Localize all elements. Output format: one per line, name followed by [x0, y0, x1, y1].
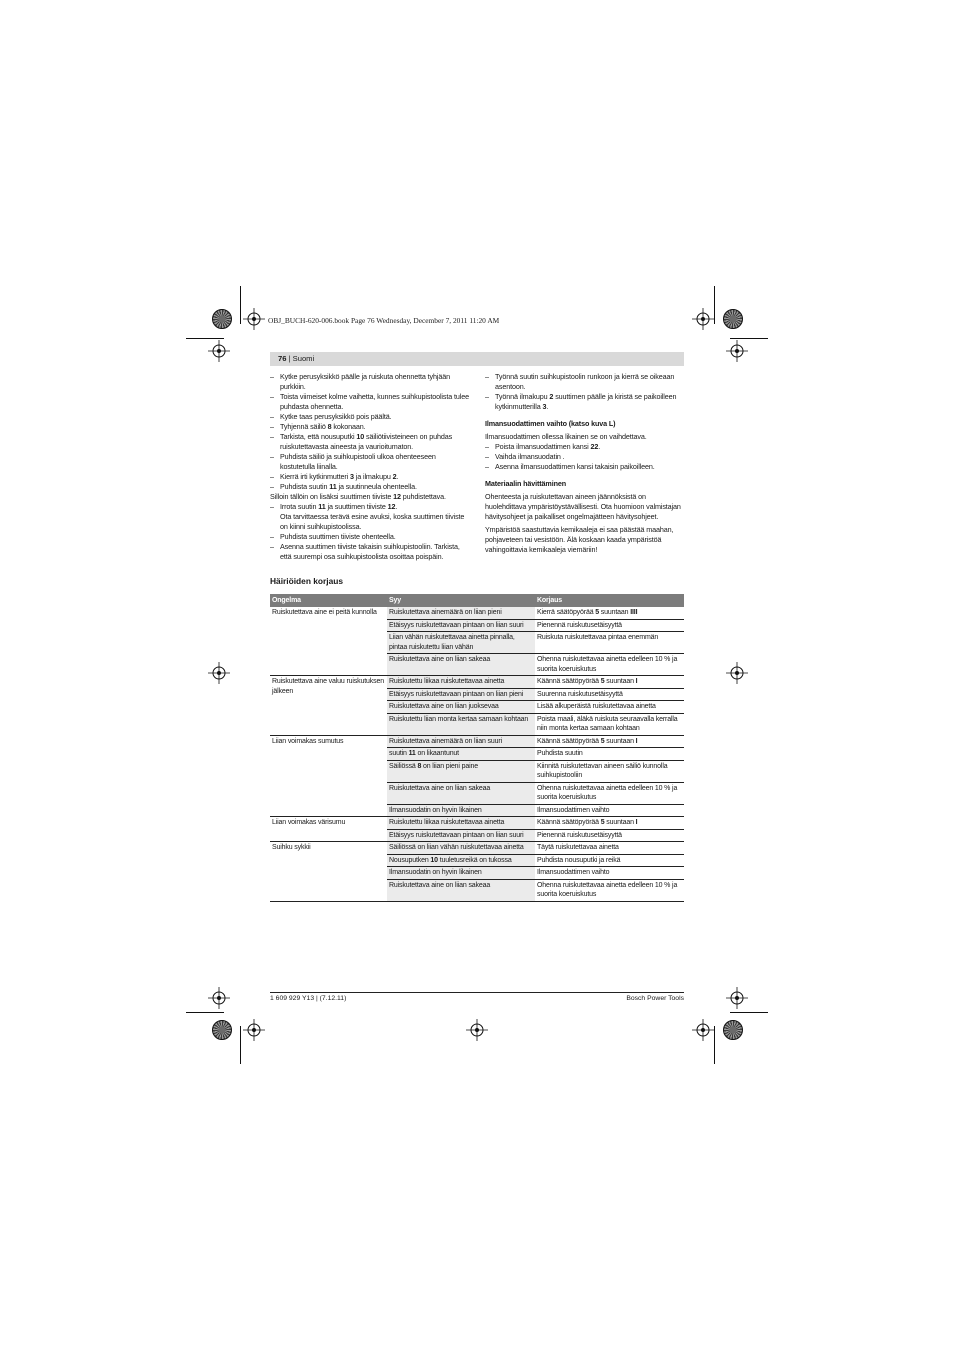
list-item: – Puhdista suuttimen tiiviste ohenteella. [270, 532, 469, 542]
table-row [270, 735, 684, 748]
fix-cell: Kierrä säätöpyörää 5 suuntaan IIII [535, 607, 684, 619]
cause-cell: suutin 11 on likaantunut [387, 748, 535, 761]
page-number: 76 [278, 354, 287, 363]
column-header: Syy [387, 594, 535, 607]
trim-line [240, 1026, 241, 1064]
header-separator: | [288, 354, 293, 363]
trim-line [730, 1012, 768, 1013]
fix-cell: Ilmansuodattimen vaihto [535, 804, 684, 817]
crosshair-icon [243, 1019, 265, 1041]
crosshair-icon [692, 1019, 714, 1041]
cause-cell: Nousuputken 10 tuuletusreikä on tukossa [387, 854, 535, 867]
list-item: – Kytke taas perusyksikkö pois päältä. [270, 412, 469, 422]
problem-cell: Ruiskutettava aine ei peitä kunnolla [270, 607, 387, 676]
problem-cell: Liian voimakas sumutus [270, 735, 387, 817]
disposal-paragraph: Ympäristöä saastuttavia kemikaaleja ei saa päästää maahan, pohjaveteen tai vesistöön. Älä koskaan kaada ympäristöä vahingoittavia kemikaaleja viemäriin! [485, 525, 674, 554]
crosshair-icon [726, 662, 748, 684]
fix-cell: Käännä säätöpyörää 5 suuntaan I [535, 676, 684, 689]
problem-cell: Ruiskutettava aine valuu ruiskutuksen jälkeen [270, 676, 387, 736]
crosshair-icon [208, 662, 230, 684]
paragraph: Ota tarvittaessa terävä esine avuksi, koska suuttimen tiiviste on kiinni suihkupistoolissa. [280, 512, 465, 531]
list-item: – Puhdista suutin 11 ja suutinneula ohenteella. [270, 482, 469, 492]
crosshair-icon [208, 340, 230, 362]
cause-cell: Etäisyys ruiskutettavaan pintaan on liian suuri [387, 829, 535, 842]
trim-line [240, 286, 241, 324]
crosshair-icon [726, 340, 748, 362]
trim-line [714, 1026, 715, 1064]
fix-cell: Käännä säätöpyörää 5 suuntaan I [535, 735, 684, 748]
trim-line [730, 338, 768, 339]
cause-cell: Ruiskutettava ainemäärä on liian pieni [387, 607, 535, 619]
list-item: – Irrota suutin 11 ja suuttimen tiiviste 12. [270, 502, 469, 512]
fix-cell: Ruiskuta ruiskutettavaa pintaa enemmän [535, 632, 684, 654]
list-item: – Puhdista säiliö ja suihkupistooli ulkoa ohenteeseen kostutetulla liinalla. [270, 452, 469, 472]
color-bar-rosette-icon [212, 1020, 232, 1040]
section-title: Häiriöiden korjaus [270, 576, 344, 586]
fix-cell: Kiinnitä ruiskutettavan aineen säiliö kunnolla suihkupistooliin [535, 760, 684, 782]
list-item: – Tyhjennä säiliö 8 kokonaan. [270, 422, 469, 432]
fix-cell: Ilmansuodattimen vaihto [535, 867, 684, 880]
cause-cell: Säiliössä on liian vähän ruiskutettavaa ainetta [387, 842, 535, 855]
list-item: – Kytke perusyksikkö päälle ja ruiskuta ohennetta tyhjään purkkiin. [270, 372, 469, 392]
list-item: – Asenna suuttimen tiiviste takaisin suihkupistooliin. Tarkista, että suurempi osa suihkupistoolista osoittaa poispäin. [270, 542, 469, 562]
cause-cell: Ilmansuodatin on hyvin likainen [387, 867, 535, 880]
cause-cell: Ruiskutettu liian monta kertaa samaan kohtaan [387, 713, 535, 735]
print-slug: OBJ_BUCH-620-006.book Page 76 Wednesday, December 7, 2011 11:20 AM [268, 316, 500, 325]
fix-cell: Lisää alkuperäistä ruiskutettavaa ainetta [535, 701, 684, 714]
crosshair-icon [692, 308, 714, 330]
cause-cell: Ruiskutettava ainemäärä on liian suuri [387, 735, 535, 748]
footer-doc-number: 1 609 929 Y13 | (7.12.11) [270, 995, 347, 1002]
cause-cell: Ruiskutettava aine on liian juoksevaa [387, 701, 535, 714]
fix-cell: Täytä ruiskutettavaa ainetta [535, 842, 684, 855]
trim-line [186, 1012, 224, 1013]
troubleshooting-table [270, 594, 684, 902]
fix-cell: Ohenna ruiskutettavaa ainetta edelleen 10 % ja suorita koeruiskutus [535, 879, 684, 901]
table-header-row [270, 594, 684, 607]
cause-cell: Etäisyys ruiskutettavaan pintaan on liian pieni [387, 688, 535, 701]
cause-cell: Ruiskutettava aine on liian sakeaa [387, 879, 535, 901]
trim-line [714, 286, 715, 324]
footer-brand: Bosch Power Tools [626, 995, 684, 1002]
left-column [270, 372, 469, 562]
fix-cell: Puhdista nousuputki ja reikä [535, 854, 684, 867]
header-language: Suomi [292, 354, 315, 363]
cause-cell: Etäisyys ruiskutettavaan pintaan on liian suuri [387, 619, 535, 632]
fix-cell: Pienennä ruiskutusetäisyyttä [535, 829, 684, 842]
crosshair-icon [466, 1019, 488, 1041]
column-header: Korjaus [535, 594, 684, 607]
list-item: – Työnnä ilmakupu 2 suuttimen päälle ja kiristä se paikoilleen kytkinmutterilla 3. [485, 392, 684, 412]
fix-cell: Poista maali, äläkä ruiskuta seuraavalla kerralla niin monta kertaa samaan kohtaan [535, 713, 684, 735]
table-row [270, 842, 684, 855]
crosshair-icon [243, 308, 265, 330]
fix-cell: Käännä säätöpyörää 5 suuntaan I [535, 817, 684, 830]
table-row [270, 607, 684, 619]
table-row [270, 817, 684, 830]
column-header: Ongelma [270, 594, 387, 607]
trim-line [186, 338, 224, 339]
cause-cell: Ruiskutettu liikaa ruiskutettavaa ainetta [387, 676, 535, 689]
list-item: – Kierrä irti kytkinmutteri 3 ja ilmakupu 2. [270, 472, 469, 482]
list-item: – Toista viimeiset kolme vaihetta, kunnes suihkupistoolista tulee puhdasta ohennetta. [270, 392, 469, 412]
color-bar-rosette-icon [212, 309, 232, 329]
table-row [270, 676, 684, 689]
problem-cell: Liian voimakas värisumu [270, 817, 387, 842]
cause-cell: Ilmansuodatin on hyvin likainen [387, 804, 535, 817]
paragraph: Silloin tällöin on lisäksi suuttimen tiiviste 12 puhdistettava. [270, 492, 446, 501]
fix-cell: Pienennä ruiskutusetäisyyttä [535, 619, 684, 632]
list-item: – Vaihda ilmansuodatin . [485, 452, 684, 462]
color-bar-rosette-icon [723, 309, 743, 329]
fix-cell: Puhdista suutin [535, 748, 684, 761]
cause-cell: Säiliössä 8 on liian pieni paine [387, 760, 535, 782]
cause-cell: Ruiskutettava aine on liian sakeaa [387, 654, 535, 676]
crosshair-icon [208, 987, 230, 1009]
fix-cell: Suurenna ruiskutusetäisyyttä [535, 688, 684, 701]
filter-heading: Ilmansuodattimen vaihto (katso kuva L) [485, 419, 616, 428]
list-item: – Poista ilmansuodattimen kansi 22. [485, 442, 684, 452]
crosshair-icon [726, 987, 748, 1009]
fix-cell: Ohenna ruiskutettavaa ainetta edelleen 10 % ja suorita koeruiskutus [535, 654, 684, 676]
right-column [485, 372, 684, 555]
list-item: – Tarkista, että nousuputki 10 säiliötiivisteineen on puhdas ruiskutettavasta aineesta ja vaurioitumaton. [270, 432, 469, 452]
problem-cell: Suihku sykkii [270, 842, 387, 902]
footer-rule [270, 992, 684, 993]
color-bar-rosette-icon [723, 1020, 743, 1040]
cause-cell: Ruiskutettava aine on liian sakeaa [387, 782, 535, 804]
fix-cell: Ohenna ruiskutettavaa ainetta edelleen 10 % ja suorita koeruiskutus [535, 782, 684, 804]
list-item: – Asenna ilmansuodattimen kansi takaisin paikoilleen. [485, 462, 684, 472]
disposal-paragraph: Ohenteesta ja ruiskutettavan aineen jäännöksistä on huolehdittava ympäristöystävällisesti. Ota huomioon valmistajan hävitysohjeet ja paikalliset ongelmajätteen hävitysohjeet. [485, 492, 681, 521]
filter-intro: Ilmansuodattimen ollessa likainen se on vaihdettava. [485, 432, 647, 441]
disposal-heading: Materiaalin hävittäminen [485, 479, 566, 488]
list-item: – Työnnä suutin suihkupistoolin runkoon ja kierrä se oikeaan asentoon. [485, 372, 684, 392]
cause-cell: Ruiskutettu liikaa ruiskutettavaa ainetta [387, 817, 535, 830]
page-header [270, 352, 684, 366]
cause-cell: Liian vähän ruiskutettavaa ainetta pinnalla, pintaa ruiskutettu liian vähän [387, 632, 535, 654]
